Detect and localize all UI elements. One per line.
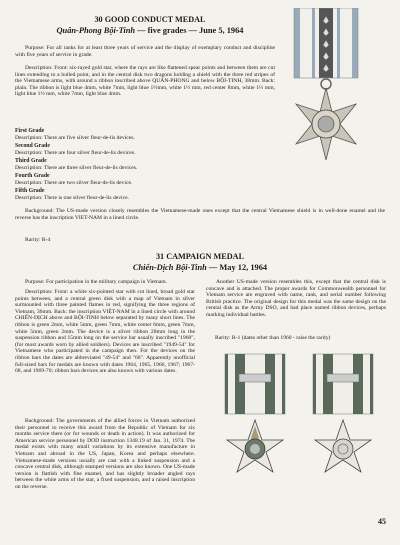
grade-name: Fifth Grade xyxy=(15,188,45,194)
campaign-ribbon-left xyxy=(225,354,285,414)
section-31-subtitle-name: Chiến-Dịch Bội-Tinh xyxy=(132,263,207,272)
section-30-purpose: Purpose: For all ranks for at least three years of service and the display of exemplary conduct and discipline with five years of service in grade. xyxy=(15,45,275,58)
page-number: 45 xyxy=(378,517,386,526)
grade-description: Description: There are two silver fleur-de-lis device. xyxy=(15,180,133,186)
section-30-background: Background: The US-made version closely resembles the Vietnamese-made ones except that the central Vietnamese shield is in well-done enamel and the reverse has the inscription VIET-NAM in a lined circle. xyxy=(15,208,385,221)
section-31-right-text: Another US-made version resembles this, except that the central disk is concave and is attached. The proper awards for Commonwealth personnel for Vietnam service are engraved with name, rank, and serial number following British practice. The original design for this medal was the same design on the central disk as the Army DSO, and had place named ribbon devices, perhaps marking individual battles. xyxy=(206,279,386,318)
section-30-rarity: Rarity: R-4 xyxy=(25,237,51,243)
grade-description: Description: There is one silver fleur-de-lis device. xyxy=(15,195,129,201)
section-30-subtitle-date: — five grades — June 5, 1964 xyxy=(135,26,244,35)
grade-name: Third Grade xyxy=(15,158,47,164)
section-31-subtitle xyxy=(90,263,310,273)
campaign-ribbon-right xyxy=(313,354,373,414)
section-31-subtitle-date: — May 12, 1964 xyxy=(206,263,268,272)
section-31-description: Description: Front: a white six-pointed star with cut lined, broad gold star points between, and a central green disk with a map of Vietnam in silver surmounted with three painted flames in red, signifying the three regions of Vietnam, 36mm. Back: the inscription VIỆT-NAM in a lined circle with around CHIẾN-DỊCH above and BỘI-TINH below separated by many short lines. The ribbon is green 2mm, white 5mm, green 7mm, white center 6mm, green 7mm, white 5mm, green 2mm. The device is a silver ribbon 28mm long in the suspension ribbon and 15mm long on the service bar usually inscribed "1960", (for most awards worn by allied soldiers). Devices are inscribed "1949-54" for Vietnamese who participated in the campaign then. For the devices on the ribbon bars the dates are abbreviated "49-54" and "60". Apparently unofficial full-sized bars for medals are known with dates 1964, 1965, 1966, 1967; 1967-68, and 1969-70; ribbon bars devices are also known with various dates. xyxy=(15,289,195,375)
good-conduct-star xyxy=(296,88,356,160)
grade-name: Fourth Grade xyxy=(15,173,50,179)
grade-description: Description: There are three silver fleur-de-lis devices. xyxy=(15,165,138,171)
grade-description: Description: There are five silver fleur-de-lis devices. xyxy=(15,135,135,141)
section-30-subtitle xyxy=(40,26,260,36)
grade-name: Second Grade xyxy=(15,143,50,149)
grade-name: First Grade xyxy=(15,128,45,134)
grade-description: Description: There are four silver fleur-de-lis devices. xyxy=(15,150,136,156)
section-30-description: Description: Front: six-rayed gold star, where the rays are like flattened spear points and between them are cut lines extending to a bulled point, and in the central disk two dragons holding a shield with the three red stripes of the Vietnamese arms, with around a ribbon inscribed above QUÂN-PHONG and below BỘI-TINH, 38mm. Back: plain. The ribbon is light blue 4mm, white 7mm, light blue 1½mm, white 1½ mm, red center 8mm, white 1½ mm, light blue 1½ mm, white 7mm, light blue 4mm. xyxy=(15,65,275,98)
good-conduct-medal-image xyxy=(276,8,376,170)
section-31-rarity: Rarity: R-1 (dates other than 1960 - raise the rarity) xyxy=(215,335,331,341)
section-31-background: Background: The governments of the allied forces in Vietnam authorized their personnel to receive this award from the Republic of Vietnam for six months service there (or for wounds or death in action). It was authorized for American service personnel by DOD instruction 1348.19 of Jan. 31, 1974. The medal exists with many small variations by its extensive manufacture in Vietnam and abroad in the US, Japan, Korea and perhaps elsewhere. Vietnamese-made versions usually are cast with a linked suspension and a concave central disk, although stamped versions are also known. One US-made version is flattish with fine enamel, and has slightly broader angled rays between the white arms of the star, a fixed suspension, and a raised inscription on the reverse. xyxy=(15,418,195,490)
campaign-star-right xyxy=(315,420,371,472)
section-31-purpose: Purpose: For participation in the military campaign in Vietnam. xyxy=(25,279,168,285)
section-30-subtitle-name: Quân-Phong Bội-Tinh xyxy=(56,26,136,35)
campaign-star-left xyxy=(227,420,283,472)
campaign-medals-image xyxy=(215,352,387,512)
section-30-heading: 30 GOOD CONDUCT MEDAL xyxy=(94,15,206,24)
section-31-heading: 31 CAMPAIGN MEDAL xyxy=(155,252,245,261)
